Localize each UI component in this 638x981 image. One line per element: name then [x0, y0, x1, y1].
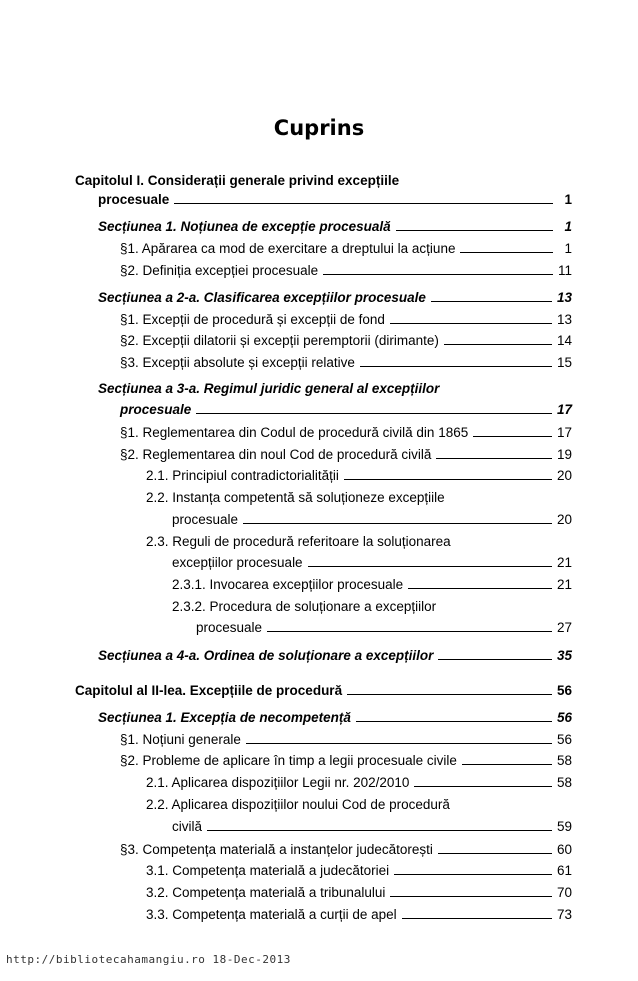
- leader-line: [444, 344, 552, 345]
- toc-page-number: 20: [556, 512, 572, 527]
- toc-page-number: 20: [556, 468, 572, 483]
- toc-entry-text: Secțiunea a 2-a. Clasificarea excepțiilor procesuale: [98, 290, 426, 305]
- toc-entry: 2.3.2. Procedura de soluționare a excepțiilor: [172, 599, 437, 614]
- toc-page-number: 17: [556, 425, 572, 440]
- toc-page-number: 1: [564, 219, 572, 234]
- toc-entry-text: §3. Competența materială a instanțelor judecătorești: [120, 842, 433, 857]
- toc-entry: [146, 774, 572, 791]
- leader-line: [431, 301, 552, 302]
- leader-line: [390, 323, 552, 324]
- toc-page-number: 17: [556, 402, 572, 417]
- toc-entry-text: §1. Noțiuni generale: [120, 732, 241, 747]
- toc-entry-section-2: [98, 289, 572, 306]
- toc-entry: 2.2. Aplicarea dispozițiilor noului Cod de procedură: [146, 797, 450, 812]
- toc-entry: [120, 731, 572, 748]
- toc-entry-text: excepțiilor procesuale: [172, 555, 303, 570]
- leader-line: [246, 743, 552, 744]
- toc-page-number: 1: [564, 241, 572, 256]
- toc-entry-section-4: [98, 647, 572, 664]
- toc-entry: [172, 554, 572, 571]
- toc-page-number: 61: [556, 863, 572, 878]
- toc-entry: [120, 332, 572, 349]
- toc-entry: [146, 906, 572, 923]
- leader-line: [308, 566, 552, 567]
- toc-entry: [196, 619, 572, 636]
- leader-line: [438, 853, 552, 854]
- toc-page-number: 14: [556, 333, 572, 348]
- toc-entry-text: Secțiunea 1. Excepția de necompetență: [98, 710, 351, 725]
- toc-entry: [120, 240, 572, 257]
- leader-line: [396, 230, 553, 231]
- toc-entry-text: procesuale: [172, 512, 239, 527]
- toc-page-number: 56: [556, 732, 572, 747]
- leader-line: [356, 721, 552, 722]
- toc-entry: [120, 446, 572, 463]
- toc-page-number: 60: [556, 842, 572, 857]
- toc-page-number: 70: [556, 885, 572, 900]
- toc-entry-chapter-1: Capitolul I. Considerații generale privind excepțiile: [75, 173, 400, 188]
- toc-entry: 2.3. Reguli de procedură referitoare la soluționarea: [146, 534, 451, 549]
- toc-entry-text: §1. Apărarea ca mod de exercitare a dreptului la acțiune: [120, 241, 456, 256]
- toc-entry-text: 3.1. Competența materială a judecătoriei: [146, 863, 390, 878]
- toc-page-number: 13: [556, 312, 572, 327]
- leader-line: [360, 366, 552, 367]
- toc-page-number: 56: [556, 710, 572, 725]
- leader-line: [323, 274, 553, 275]
- leader-line: [267, 631, 552, 632]
- toc-entry-section-1: [98, 709, 572, 726]
- toc-page-number: 1: [564, 192, 572, 207]
- leader-line: [196, 413, 552, 414]
- toc-page-number: 58: [556, 753, 572, 768]
- toc-page-number: 35: [556, 648, 572, 663]
- leader-line: [344, 479, 552, 480]
- toc-entry: [172, 576, 572, 593]
- leader-line: [436, 458, 552, 459]
- toc-entry-text: §1. Reglementarea din Codul de procedură civilă din 1865: [120, 425, 469, 440]
- toc-entry-text: 2.1. Aplicarea dispozițiilor Legii nr. 202/2010: [146, 775, 410, 790]
- toc-entry: 2.2. Instanța competentă să soluționeze excepțiile: [146, 490, 445, 505]
- footer-url-stamp: http://bibliotecahamangiu.ro 18-Dec-2013: [6, 953, 291, 966]
- toc-page-number: 21: [556, 555, 572, 570]
- leader-line: [243, 523, 552, 524]
- toc-entry-text: 2.3.1. Invocarea excepțiilor procesuale: [172, 577, 404, 592]
- toc-entry: [120, 262, 572, 279]
- leader-line: [438, 659, 552, 660]
- toc-page-number: 21: [556, 577, 572, 592]
- toc-entry: [146, 862, 572, 879]
- toc-entry-chapter-1-cont: [98, 191, 572, 208]
- leader-line: [174, 203, 553, 204]
- toc-entry: [146, 884, 572, 901]
- leader-line: [207, 830, 552, 831]
- toc-entry-chapter-2: [75, 682, 572, 699]
- toc-page-number: 59: [556, 819, 572, 834]
- leader-line: [473, 436, 552, 437]
- toc-entry-text: 2.1. Principiul contradictorialității: [146, 468, 339, 483]
- toc-entry-text: Capitolul al II-lea. Excepțiile de procedură: [75, 683, 343, 698]
- leader-line: [390, 896, 552, 897]
- toc-entry-text: Secțiunea a 4-a. Ordinea de soluționare a excepțiilor: [98, 648, 434, 663]
- page-title: Cuprins: [273, 116, 365, 140]
- toc-entry-text: 3.3. Competența materială a curții de apel: [146, 907, 397, 922]
- toc-entry-section-3: Secțiunea a 3-a. Regimul juridic general al excepțiilor: [98, 381, 440, 396]
- toc-entry-text: procesuale: [98, 192, 170, 207]
- leader-line: [394, 874, 552, 875]
- toc-page-number: 11: [557, 263, 572, 278]
- toc-entry-text: §1. Excepții de procedură și excepții de fond: [120, 312, 385, 327]
- toc-entry-text: §3. Excepții absolute și excepții relative: [120, 355, 355, 370]
- toc-entry: [172, 511, 572, 528]
- toc-entry-text: §2. Definiția excepției procesuale: [120, 263, 319, 278]
- toc-entry-section-3-cont: [120, 401, 572, 418]
- leader-line: [408, 588, 552, 589]
- leader-line: [460, 252, 553, 253]
- toc-page-number: 56: [556, 683, 572, 698]
- toc-entry-section-1: [98, 218, 572, 235]
- toc-entry: [120, 311, 572, 328]
- toc-page-number: 19: [556, 447, 572, 462]
- toc-page-number: 27: [556, 620, 572, 635]
- toc-page-number: 58: [556, 775, 572, 790]
- toc-entry-text: procesuale: [196, 620, 263, 635]
- leader-line: [462, 764, 552, 765]
- toc-page-number: 13: [556, 290, 572, 305]
- toc-entry-text: §2. Probleme de aplicare în timp a legii procesuale civile: [120, 753, 457, 768]
- toc-entry-text: civilă: [172, 819, 203, 834]
- toc-entry-text: Secțiunea 1. Noțiunea de excepție procesuală: [98, 219, 391, 234]
- toc-page-number: 15: [556, 355, 572, 370]
- leader-line: [414, 786, 552, 787]
- toc-entry: [120, 354, 572, 371]
- leader-line: [347, 694, 552, 695]
- toc-entry-text: procesuale: [120, 402, 192, 417]
- toc-entry: [120, 424, 572, 441]
- toc-page-number: 73: [556, 907, 572, 922]
- toc-entry: [146, 467, 572, 484]
- leader-line: [402, 918, 552, 919]
- toc-entry: [172, 818, 572, 835]
- toc-entry: [120, 841, 572, 858]
- toc-entry-text: 3.2. Competența materială a tribunalului: [146, 885, 386, 900]
- toc-entry-text: §2. Reglementarea din noul Cod de procedură civilă: [120, 447, 432, 462]
- toc-entry: [120, 752, 572, 769]
- toc-entry-text: §2. Excepții dilatorii și excepții peremptorii (dirimante): [120, 333, 439, 348]
